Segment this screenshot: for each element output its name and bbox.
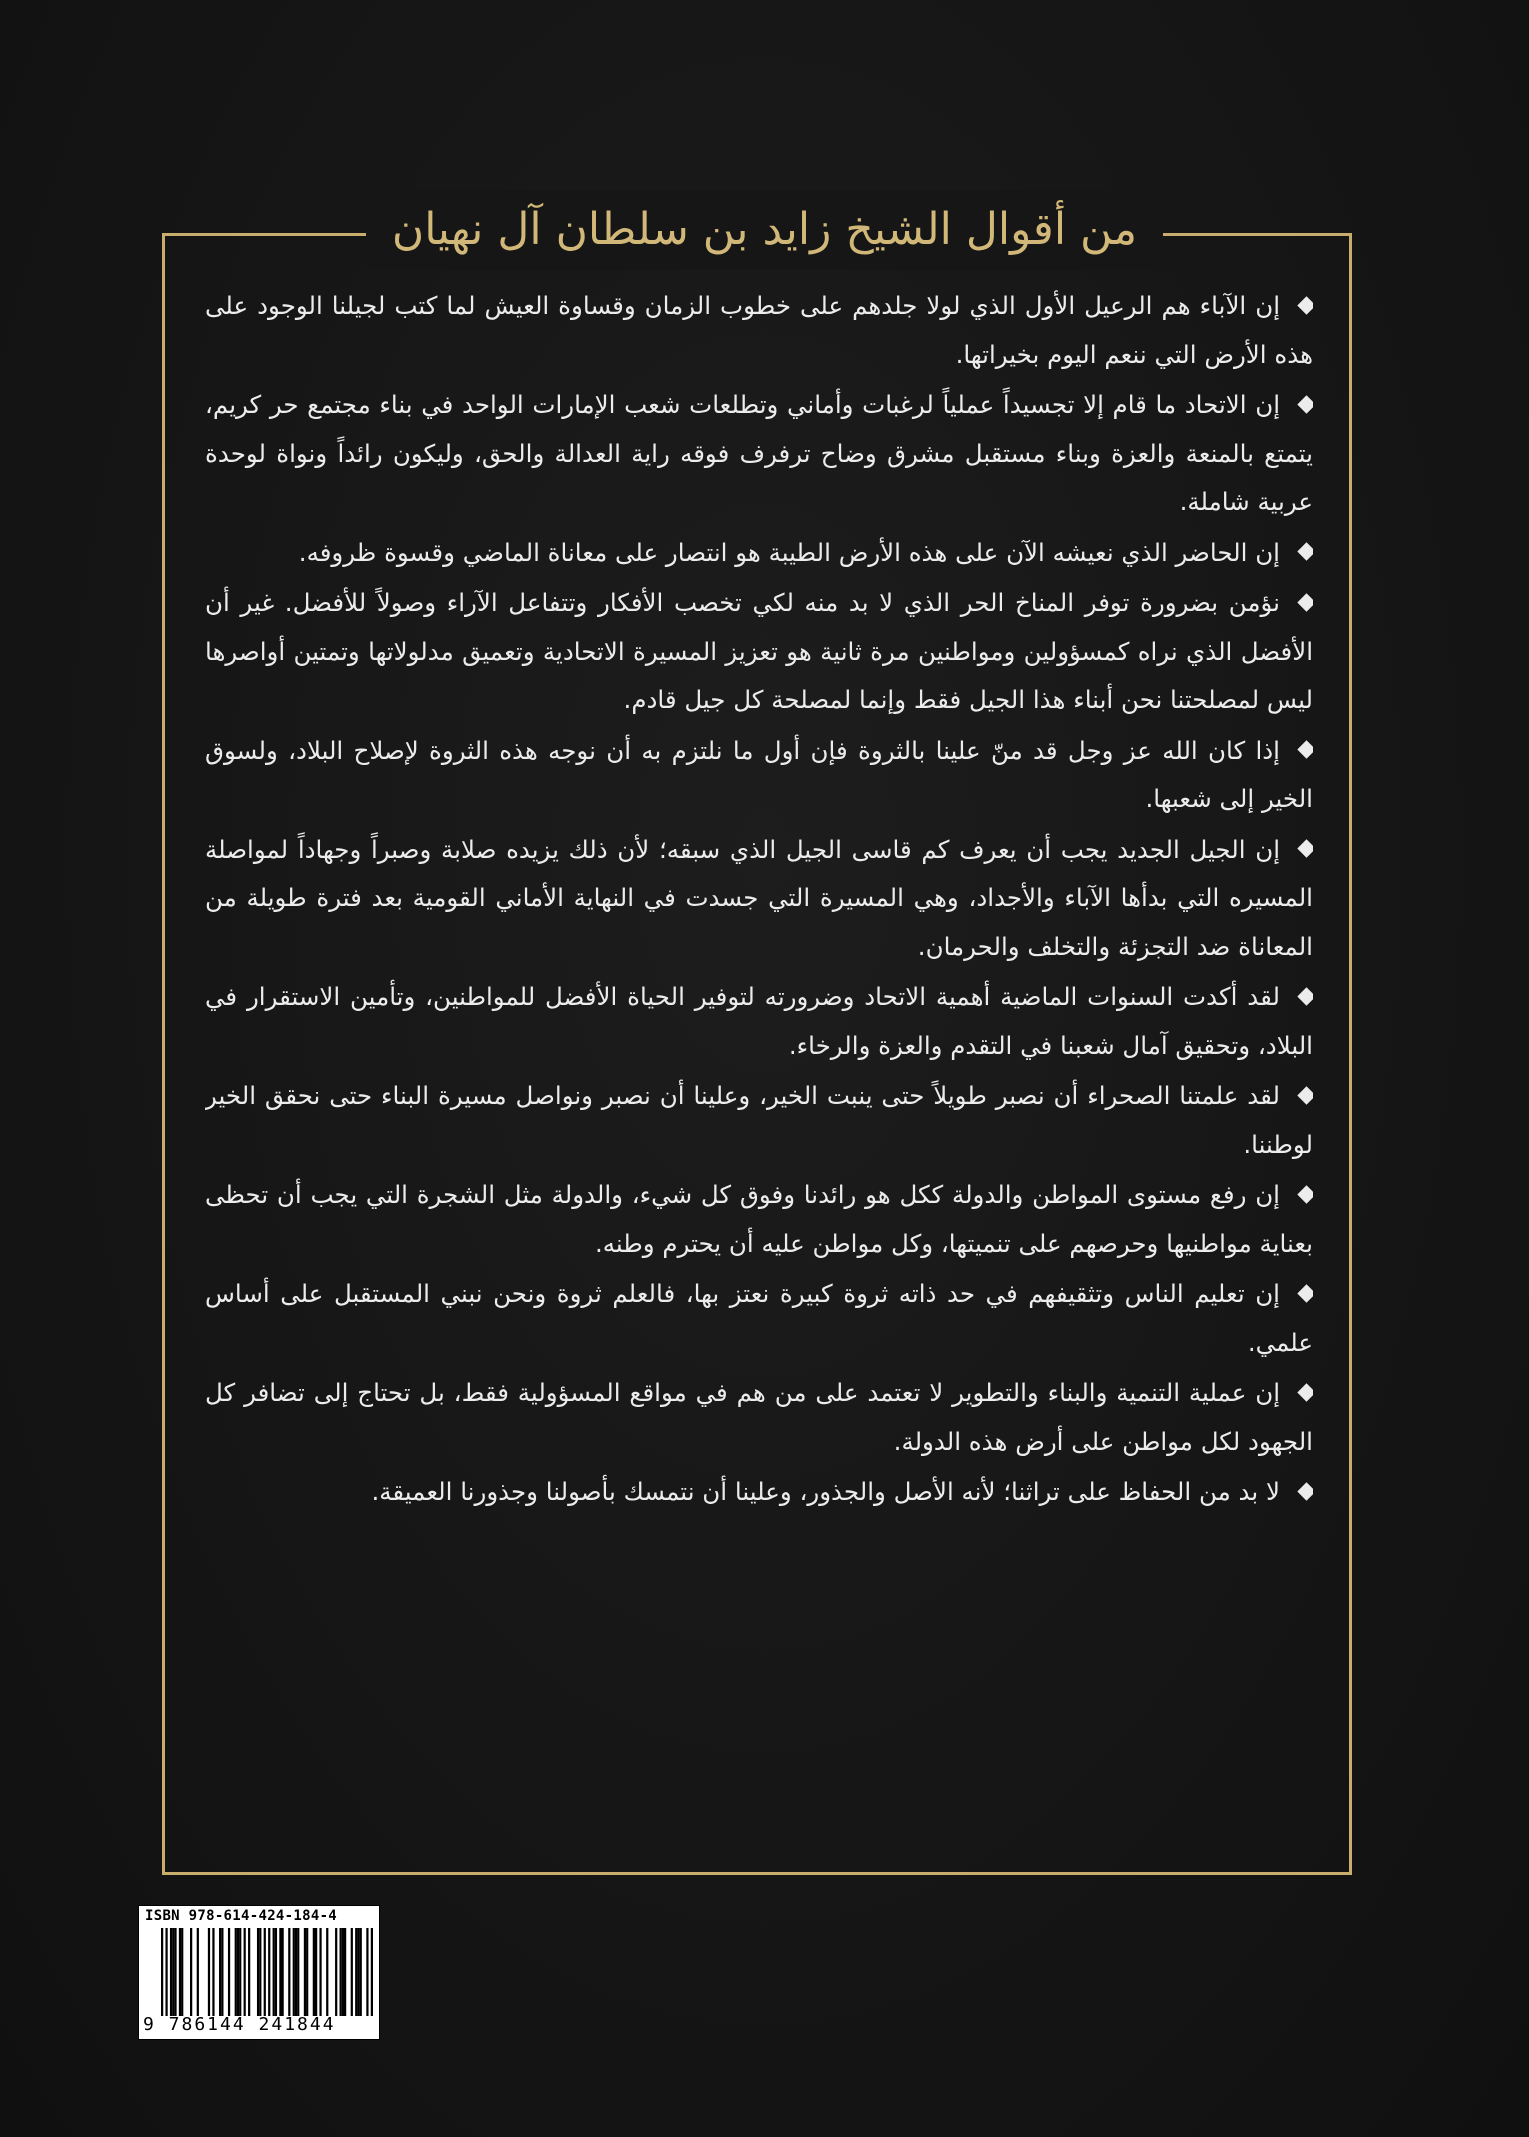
barcode-bar	[179, 1928, 181, 2016]
quote-item	[205, 579, 1313, 725]
barcode-bar	[181, 1928, 183, 2016]
barcode-bar	[371, 1928, 373, 2016]
barcode-bar	[293, 1928, 295, 2016]
quote-text: إن الجيل الجديد يجب أن يعرف كم قاسى الجيل الذي سبقه؛ لأن ذلك يزيده صلابة وصبراً وجهاداً لمواصلة المسيره التي بدأها الآباء والأجداد، وهي المسيرة التي جسدت في النهاية الأماني القومية بعد فترة طويلة من المعاناة ضد التجزئة والتخلف والحرمان.	[205, 834, 1313, 961]
quote-text: لقد علمتنا الصحراء أن نصبر طويلاً حتى ينبت الخير، وعلينا أن نصبر ونواصل مسيرة البناء حتى نحقق الخير لوطننا.	[205, 1081, 1313, 1159]
barcode-bar	[306, 1928, 308, 2016]
diamond-bullet-icon	[1297, 1482, 1313, 1500]
barcode-bar	[219, 1928, 221, 2016]
diamond-bullet-icon	[1297, 395, 1313, 413]
barcode-bar	[161, 1928, 163, 2016]
barcode-bar	[282, 1928, 284, 2016]
quote-text: لقد أكدت السنوات الماضية أهمية الاتحاد وضرورته لتوفير الحياة الأفضل للمواطنين، وتأمين الاستقرار في البلاد، وتحقيق آمال شعبنا في التقدم والعزة والرخاء.	[205, 982, 1313, 1060]
isbn-label: ISBN 978-614-424-184-4	[145, 1908, 338, 1924]
quote-item	[205, 973, 1313, 1070]
quote-item	[205, 1468, 1313, 1517]
barcode-digits: 9 786144 241844	[143, 2014, 336, 2035]
diamond-bullet-icon	[1297, 839, 1313, 857]
barcode-bar	[244, 1928, 246, 2016]
barcode-bar	[257, 1928, 259, 2016]
quote-item	[205, 529, 1313, 578]
barcode-bar	[351, 1928, 353, 2016]
barcode-bar	[237, 1928, 239, 2016]
barcode-bar	[360, 1928, 362, 2016]
barcode-bar	[208, 1928, 210, 2016]
barcode-bar	[319, 1928, 321, 2016]
barcode-bar	[304, 1928, 306, 2016]
barcode-bar	[297, 1928, 299, 2016]
barcode-bar	[355, 1928, 357, 2016]
frame-title	[0, 190, 1529, 270]
barcode-bar	[315, 1928, 317, 2016]
quote-item	[205, 282, 1313, 379]
diamond-bullet-icon	[1297, 542, 1313, 560]
quote-item	[205, 381, 1313, 527]
diamond-bullet-icon	[1297, 296, 1313, 314]
barcode-bar	[366, 1928, 368, 2016]
barcode-bar	[273, 1928, 275, 2016]
diamond-bullet-icon	[1297, 1086, 1313, 1104]
barcode-bar	[248, 1928, 250, 2016]
barcode-bar	[342, 1928, 344, 2016]
quote-item	[205, 1171, 1313, 1268]
quote-text: إن الاتحاد ما قام إلا تجسيداً عملياً لرغبات وأماني وتطلعات شعب الإمارات الواحد في بناء مجتمع حر كريم، يتمتع بالمنعة والعزة وبناء مستقبل مشرق وضاح ترفرف فوقه راية العدالة والحق، وليكون رائداً ونواة لوحدة عربية شاملة.	[205, 390, 1313, 516]
barcode-bar	[264, 1928, 266, 2016]
quote-text: إذا كان الله عز وجل قد منّ علينا بالثروة فإن أول ما نلتزم به أن نوجه هذه الثروة لإصلاح البلاد، ولسوق الخير إلى شعبها.	[205, 735, 1313, 813]
quote-item	[205, 1270, 1313, 1367]
quote-item	[205, 1072, 1313, 1169]
barcode-bar	[344, 1928, 346, 2016]
barcode-bar	[235, 1928, 237, 2016]
barcode-bar	[239, 1928, 241, 2016]
diamond-bullet-icon	[1297, 593, 1313, 611]
quote-text: إن الحاضر الذي نعيشه الآن على هذه الأرض الطيبة هو انتصار على معاناة الماضي وقسوة ظروفه.	[298, 537, 1280, 567]
barcode-bar	[295, 1928, 297, 2016]
quotes-heading: من أقوال الشيخ زايد بن سلطان آل نهيان	[366, 190, 1163, 270]
quote-text: إن الآباء هم الرعيل الأول الذي لولا جلدهم على خطوب الزمان وقساوة العيش لما كتب لجيلنا الوجود على هذه الأرض التي ننعم اليوم بخيراتها.	[205, 291, 1313, 369]
barcode-bar	[190, 1928, 192, 2016]
barcode-bar	[165, 1928, 167, 2016]
quote-item	[205, 1369, 1313, 1466]
diamond-bullet-icon	[1297, 1284, 1313, 1302]
barcode-bar	[279, 1928, 281, 2016]
diamond-bullet-icon	[1297, 987, 1313, 1005]
barcode-bar	[326, 1928, 328, 2016]
barcode-bars	[161, 1928, 373, 2016]
diamond-bullet-icon	[1297, 1383, 1313, 1401]
barcode-bar	[313, 1928, 315, 2016]
barcode-bar	[212, 1928, 214, 2016]
quotes-list	[205, 282, 1313, 1842]
diamond-bullet-icon	[1297, 740, 1313, 758]
barcode-bar	[268, 1928, 270, 2016]
quote-text: لا بد من الحفاظ على تراثنا؛ لأنه الأصل والجذور، وعلينا أن نتمسك بأصولنا وجذورنا العميقة.	[371, 1477, 1280, 1506]
quote-text: إن عملية التنمية والبناء والتطوير لا تعتمد على من هم في مواقع المسؤولية فقط، بل تحتاج إلى تضافر كل الجهود لكل مواطن على أرض هذه الدولة.	[205, 1378, 1313, 1456]
barcode-bar	[174, 1928, 176, 2016]
barcode-bar	[221, 1928, 223, 2016]
barcode-bar	[340, 1928, 342, 2016]
barcode-bar	[170, 1928, 172, 2016]
quote-text: إن رفع مستوى المواطن والدولة ككل هو رائدنا وفوق كل شيء، والدولة مثل الشجرة التي يجب أن تحظى بعناية مواطنيها وحرصهم على تنميتها، وكل مواطن عليه أن يحترم وطنه.	[205, 1180, 1313, 1258]
barcode-bar	[335, 1928, 337, 2016]
quote-text: إن تعليم الناس وتثقيفهم في حد ذاته ثروة كبيرة نعتز بها، فالعلم ثروة ونحن نبني المستقبل على أساس علمي.	[205, 1279, 1313, 1357]
quote-text: نؤمن بضرورة توفر المناخ الحر الذي لا بد منه لكي تخصب الأفكار وتتفاعل الآراء وصولاً للأفضل. غير أن الأفضل الذي نراه كمسؤولين ومواطنين مرة ثانية هو تعزيز المسيرة الاتحادية وتعميق مدلولاتها وتمتين أواصرها ليس لمصلحتنا نحن أبناء هذا الجيل فقط وإنما لمصلحة كل جيل قادم.	[205, 588, 1313, 714]
barcode-bar	[197, 1928, 199, 2016]
barcode-bar	[172, 1928, 174, 2016]
barcode-bar	[275, 1928, 277, 2016]
barcode-bar	[228, 1928, 230, 2016]
diamond-bullet-icon	[1297, 1185, 1313, 1203]
quote-item	[205, 727, 1313, 824]
barcode-bar	[357, 1928, 359, 2016]
quote-item	[205, 826, 1313, 972]
barcode-bar	[288, 1928, 290, 2016]
isbn-barcode	[138, 1905, 380, 2040]
barcode-bar	[259, 1928, 261, 2016]
